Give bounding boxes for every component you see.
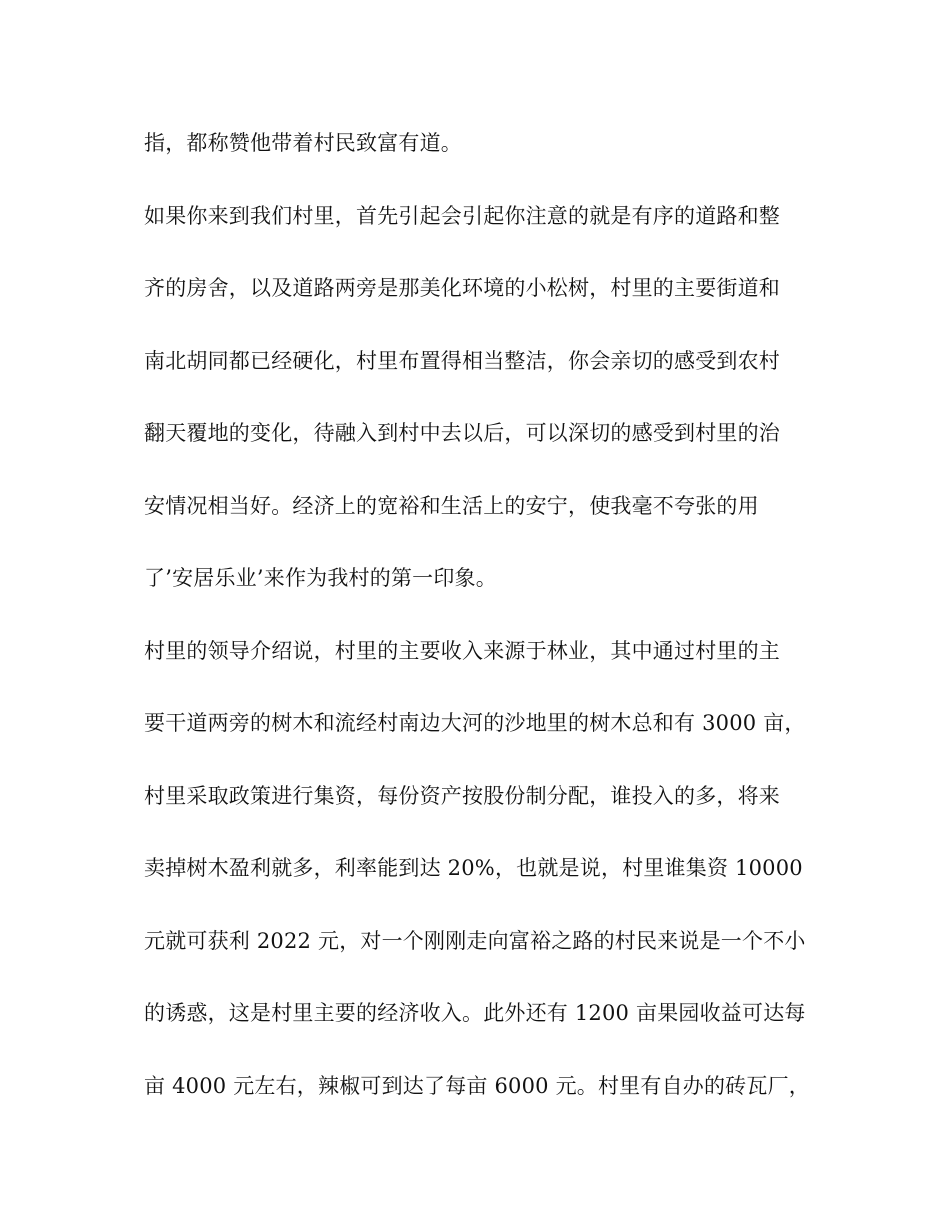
paragraph-line: 安情况相当好。经济上的宽裕和生活上的安宁，使我毫不夸张的用 bbox=[144, 494, 759, 518]
paragraph-line: 要干道两旁的树木和流经村南边大河的沙地里的树木总和有 3000 亩， bbox=[144, 711, 806, 735]
paragraph-line: 村里采取政策进行集资，每份资产按股份制分配，谁投入的多，将来 bbox=[144, 784, 780, 808]
paragraph-line: 的诱惑，这是村里主要的经济收入。此外还有 1200 亩果园收益可达每 bbox=[144, 1001, 806, 1025]
paragraph-line: 翻天覆地的变化，待融入到村中去以后，可以深切的感受到村里的治 bbox=[144, 421, 780, 445]
paragraph-line: 南北胡同都已经硬化，村里布置得相当整洁，你会亲切的感受到农村 bbox=[144, 349, 780, 373]
paragraph-line: 卖掉树木盈利就多，利率能到达 20%，也就是说，村里谁集资 10000 bbox=[144, 856, 803, 880]
paragraph-line: 亩 4000 元左右，辣椒可到达了每亩 6000 元。村里有自办的砖瓦厂， bbox=[144, 1074, 810, 1098]
paragraph-line: 齐的房舍，以及道路两旁是那美化环境的小松树，村里的主要街道和 bbox=[144, 276, 780, 300]
paragraph-line: 了’安居乐业’来作为我村的第一印象。 bbox=[144, 566, 497, 590]
paragraph-line: 如果你来到我们村里，首先引起会引起你注意的就是有序的道路和整 bbox=[144, 204, 780, 228]
paragraph-line: 村里的领导介绍说，村里的主要收入来源于林业，其中通过村里的主 bbox=[144, 639, 780, 663]
paragraph-line: 指，都称赞他带着村民致富有道。 bbox=[144, 131, 462, 155]
paragraph-line: 元就可获利 2022 元，对一个刚刚走向富裕之路的村民来说是一个不小 bbox=[144, 929, 806, 953]
